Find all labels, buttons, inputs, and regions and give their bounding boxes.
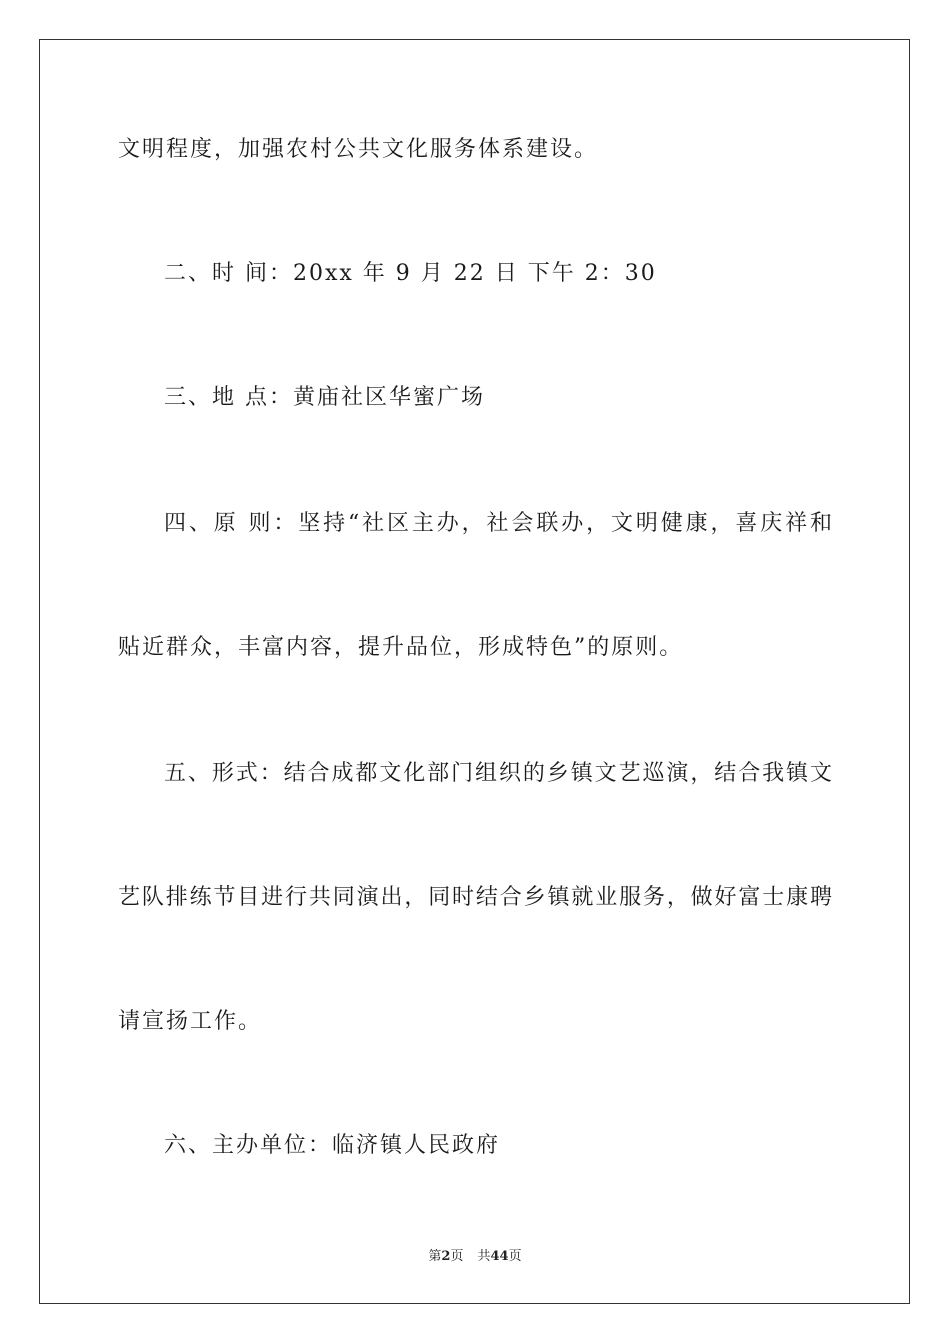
total-prefix: 共 <box>477 1249 491 1264</box>
paragraph-line: 艺队排练节目进行共同演出，同时结合乡镇就业服务，做好富士康聘 <box>118 885 832 910</box>
total-pages: 44 <box>490 1249 509 1264</box>
page-number: 2 <box>441 1249 451 1264</box>
paragraph-line-form: 五、形式：结合成都文化部门组织的乡镇文艺巡演，结合我镇文 <box>164 761 832 786</box>
page-prefix: 第 <box>428 1249 442 1264</box>
paragraph-line-organizer: 六、主办单位：临济镇人民政府 <box>164 1133 501 1158</box>
paragraph-line-principle: 四、原 则：坚持“社区主办，社会联办，文明健康，喜庆祥和 <box>164 511 832 536</box>
paragraph-line: 贴近群众，丰富内容，提升品位，形成特色”的原则。 <box>118 635 684 660</box>
page-border <box>39 39 910 1304</box>
paragraph-line-location: 三、地 点：黄庙社区华蜜广场 <box>164 385 485 410</box>
total-suffix: 页 <box>508 1249 522 1264</box>
paragraph-line: 请宣扬工作。 <box>118 1009 263 1034</box>
paragraph-line-time: 二、时 间：20xx 年 9 月 22 日 下午 2：30 <box>164 261 657 286</box>
page-suffix: 页 <box>450 1249 464 1264</box>
paragraph-line: 文明程度，加强农村公共文化服务体系建设。 <box>118 137 599 162</box>
page-footer <box>0 1248 950 1266</box>
